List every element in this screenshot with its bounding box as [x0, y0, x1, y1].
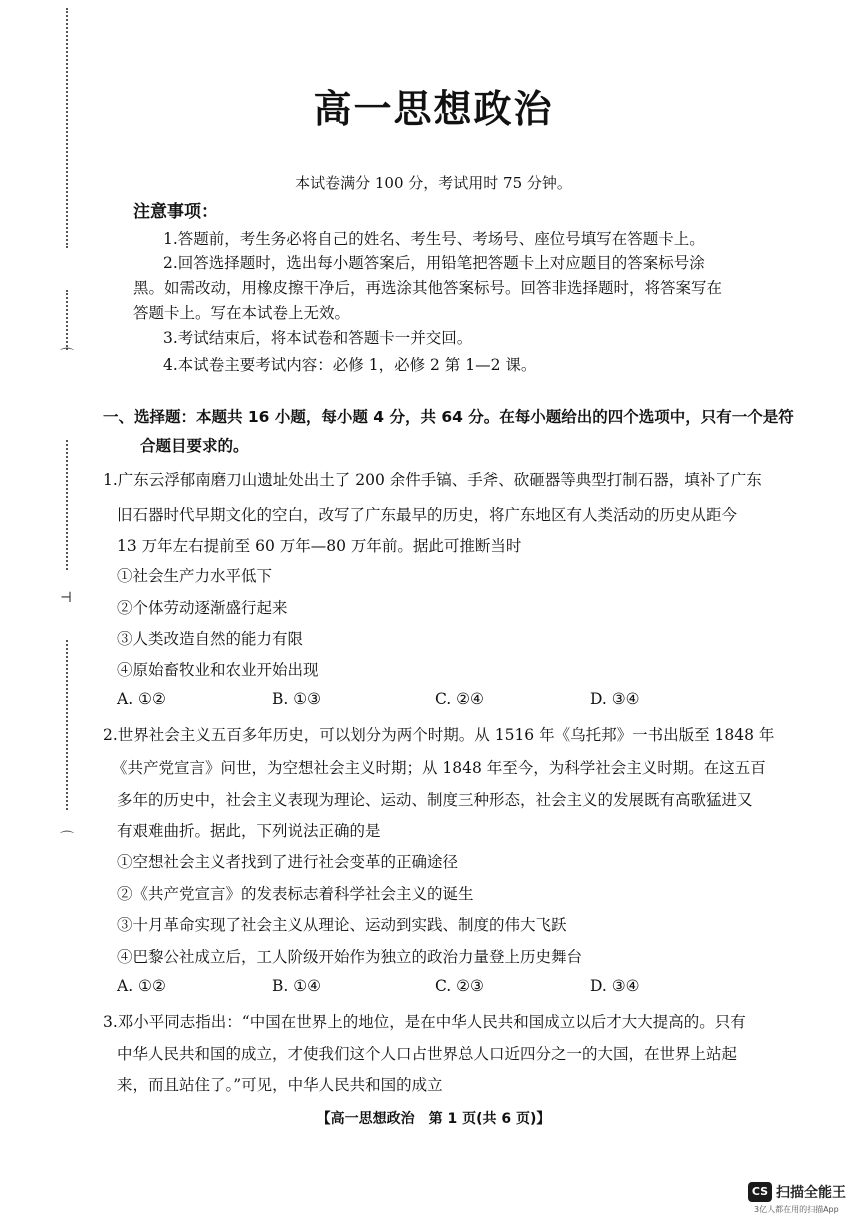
- q1-option-a: A. ①②: [117, 690, 166, 708]
- q2-stem: 2.世界社会主义五百多年历史，可以划分为两个时期。从 1516 年《乌托邦》一书出版至 1848 年: [103, 726, 775, 744]
- q3-stem: 3.邓小平同志指出：“中国在世界上的地位，是在中华人民共和国成立以后才大大提高的。只有: [103, 1013, 746, 1031]
- scanner-watermark: [748, 1180, 858, 1216]
- binding-line-mid: [66, 290, 68, 350]
- notice-line: 答题卡上。写在本试卷上无效。: [133, 304, 351, 322]
- q2-option-c: C. ②③: [435, 977, 484, 995]
- q1-stem: 13 万年左右提前至 60 万年—80 万年前。据此可推断当时: [117, 537, 522, 555]
- q2-option-a: A. ①②: [117, 977, 166, 995]
- notice-line: 1.答题前，考生务必将自己的姓名、考生号、考场号、座位号填写在答题卡上。: [163, 230, 705, 248]
- notice-line: 3.考试结束后，将本试卷和答题卡一并交回。: [163, 329, 473, 347]
- q2-stem: 《共产党宣言》问世，为空想社会主义时期；从 1848 年至今，为科学社会主义时期。在这五百: [112, 759, 766, 777]
- page-title: 高一思想政治: [313, 87, 554, 131]
- q1-stem: 1.广东云浮郁南磨刀山遗址处出土了 200 余件手镐、手斧、砍砸器等典型打制石器，填补了广东: [103, 471, 762, 489]
- q1-item: ②个体劳动逐渐盛行起来: [117, 599, 288, 617]
- q1-option-c: C. ②④: [435, 690, 484, 708]
- margin-mark-2: ⊣: [60, 590, 73, 606]
- exam-info: 本试卷满分 100 分，考试用时 75 分钟。: [295, 174, 572, 192]
- scanner-tagline: 3亿人都在用的扫描App: [754, 1205, 839, 1214]
- notice-line: 黑。如需改动，用橡皮擦干净后，再选涂其他答案标号。回答非选择题时，将答案写在: [133, 279, 723, 297]
- notice-line: 4.本试卷主要考试内容：必修 1，必修 2 第 1—2 课。: [163, 356, 537, 374]
- q2-stem: 有艰难曲折。据此，下列说法正确的是: [117, 822, 381, 840]
- section-heading-cont: 合题目要求的。: [140, 437, 249, 455]
- binding-line-lower: [66, 440, 68, 570]
- section-heading: 一、选择题：本题共 16 小题，每小题 4 分，共 64 分。在每小题给出的四个选项中，只有一个是符: [103, 408, 794, 426]
- q1-option-b: B. ①③: [272, 690, 322, 708]
- margin-mark-1: ⌒: [60, 348, 74, 364]
- q1-stem: 旧石器时代早期文化的空白，改写了广东最早的历史，将广东地区有人类活动的历史从距今: [117, 506, 738, 524]
- q3-stem: 来，而且站住了。”可见，中华人民共和国的成立: [117, 1076, 443, 1094]
- margin-mark-3: ⌒: [60, 831, 74, 847]
- q2-item: ①空想社会主义者找到了进行社会变革的正确途径: [117, 853, 459, 871]
- q2-item: ②《共产党宣言》的发表标志着科学社会主义的诞生: [117, 885, 474, 903]
- q3-stem: 中华人民共和国的成立，才使我们这个人口占世界总人口近四分之一的大国，在世界上站起: [117, 1045, 738, 1063]
- q2-option-d: D. ③④: [590, 977, 640, 995]
- q1-item: ④原始畜牧业和农业开始出现: [117, 661, 319, 679]
- q1-item: ③人类改造自然的能力有限: [117, 630, 304, 648]
- notice-heading: 注意事项：: [133, 202, 218, 222]
- q1-item: ①社会生产力水平低下: [117, 567, 273, 585]
- binding-line-bottom: [66, 640, 68, 810]
- scanner-app-name: 扫描全能王: [776, 1185, 846, 1201]
- page-footer: 【高一思想政治 第 1 页(共 6 页)】: [316, 1111, 551, 1127]
- q2-option-b: B. ①④: [272, 977, 322, 995]
- notice-line: 2.回答选择题时，选出每小题答案后，用铅笔把答题卡上对应题目的答案标号涂: [163, 254, 705, 272]
- camscanner-logo-icon: CS: [748, 1182, 772, 1202]
- q2-item: ④巴黎公社成立后，工人阶级开始作为独立的政治力量登上历史舞台: [117, 948, 583, 966]
- q1-option-d: D. ③④: [590, 690, 640, 708]
- q2-stem: 多年的历史中，社会主义表现为理论、运动、制度三种形态，社会主义的发展既有高歌猛进又: [117, 791, 753, 809]
- q2-item: ③十月革命实现了社会主义从理论、运动到实践、制度的伟大飞跃: [117, 916, 567, 934]
